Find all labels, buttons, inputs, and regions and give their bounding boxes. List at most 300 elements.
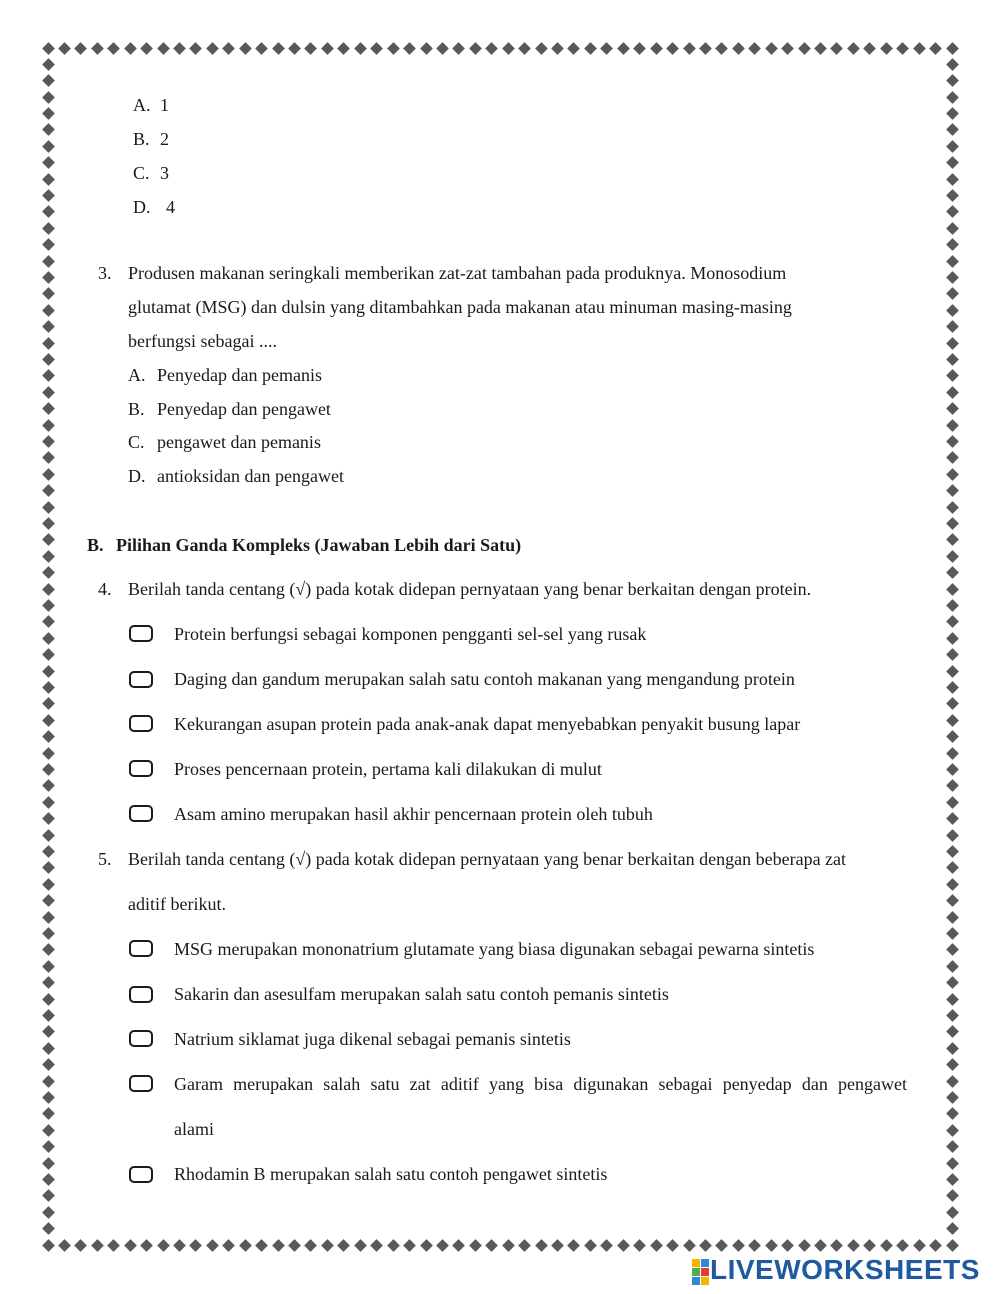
border-diamond bbox=[42, 829, 55, 842]
border-diamond bbox=[946, 1107, 959, 1120]
border-diamond bbox=[91, 42, 104, 55]
border-diamond bbox=[896, 1239, 909, 1252]
border-diamond bbox=[946, 402, 959, 415]
border-diamond bbox=[58, 42, 71, 55]
border-diamond bbox=[946, 976, 959, 989]
question-text-line: Berilah tanda centang (√) pada kotak didepan pernyataan yang benar berkaitan dengan beberapa zat bbox=[128, 849, 847, 869]
border-diamond bbox=[946, 271, 959, 284]
question-number: 3. bbox=[98, 263, 112, 283]
border-diamond bbox=[305, 42, 318, 55]
border-diamond bbox=[453, 42, 466, 55]
border-diamond bbox=[42, 1222, 55, 1235]
border-diamond bbox=[42, 993, 55, 1006]
border-diamond bbox=[584, 1239, 597, 1252]
border-diamond bbox=[42, 878, 55, 891]
border-diamond bbox=[946, 747, 959, 760]
border-diamond bbox=[222, 1239, 235, 1252]
border-diamond bbox=[222, 42, 235, 55]
border-diamond bbox=[42, 927, 55, 940]
border-diamond bbox=[255, 1239, 268, 1252]
border-diamond bbox=[946, 550, 959, 563]
border-diamond bbox=[42, 320, 55, 333]
border-diamond bbox=[946, 435, 959, 448]
border-diamond bbox=[699, 1239, 712, 1252]
answer-checkbox[interactable] bbox=[129, 986, 153, 1003]
answer-checkbox[interactable] bbox=[129, 760, 153, 777]
border-diamond bbox=[42, 714, 55, 727]
border-diamond bbox=[896, 42, 909, 55]
border-diamond bbox=[946, 501, 959, 514]
border-diamond bbox=[946, 681, 959, 694]
question-text-line: berfungsi sebagai .... bbox=[128, 331, 277, 351]
border-diamond bbox=[42, 1140, 55, 1153]
border-diamond bbox=[946, 993, 959, 1006]
border-diamond bbox=[946, 927, 959, 940]
border-diamond bbox=[946, 1157, 959, 1170]
border-diamond bbox=[173, 1239, 186, 1252]
border-diamond bbox=[58, 1239, 71, 1252]
border-diamond bbox=[946, 173, 959, 186]
border-diamond bbox=[946, 42, 959, 55]
border-diamond bbox=[798, 42, 811, 55]
answer-checkbox[interactable] bbox=[129, 940, 153, 957]
border-diamond bbox=[518, 42, 531, 55]
border-diamond bbox=[946, 468, 959, 481]
border-diamond bbox=[305, 1239, 318, 1252]
border-diamond bbox=[946, 796, 959, 809]
option-text: 2 bbox=[160, 129, 169, 149]
border-diamond bbox=[42, 1157, 55, 1170]
border-diamond bbox=[337, 42, 350, 55]
border-diamond bbox=[946, 337, 959, 350]
answer-checkbox[interactable] bbox=[129, 1075, 153, 1092]
border-diamond bbox=[42, 1058, 55, 1071]
border-diamond bbox=[946, 1025, 959, 1038]
border-diamond bbox=[617, 42, 630, 55]
border-diamond bbox=[42, 861, 55, 874]
border-diamond bbox=[732, 1239, 745, 1252]
border-diamond bbox=[683, 1239, 696, 1252]
border-diamond bbox=[42, 124, 55, 137]
border-diamond bbox=[485, 1239, 498, 1252]
option-letter: C. bbox=[128, 432, 145, 452]
border-diamond bbox=[946, 156, 959, 169]
statement-text: Kekurangan asupan protein pada anak-anak dapat menyebabkan penyakit busung lapar bbox=[174, 714, 801, 734]
border-diamond bbox=[946, 1239, 959, 1252]
border-diamond bbox=[42, 370, 55, 383]
border-diamond bbox=[946, 452, 959, 465]
border-diamond bbox=[946, 894, 959, 907]
border-diamond bbox=[946, 812, 959, 825]
border-diamond bbox=[42, 419, 55, 432]
border-diamond bbox=[42, 599, 55, 612]
border-diamond bbox=[42, 288, 55, 301]
statement-text: Asam amino merupakan hasil akhir pencernaan protein oleh tubuh bbox=[174, 804, 653, 824]
border-diamond bbox=[42, 386, 55, 399]
border-diamond bbox=[765, 42, 778, 55]
question-text-line: glutamat (MSG) dan dulsin yang ditambahkan pada makanan atau minuman masing-masing bbox=[128, 297, 792, 317]
border-diamond bbox=[42, 452, 55, 465]
border-diamond bbox=[946, 304, 959, 317]
border-diamond bbox=[42, 173, 55, 186]
statement-text-continued: alami bbox=[174, 1119, 214, 1139]
border-diamond bbox=[946, 206, 959, 219]
border-diamond bbox=[732, 42, 745, 55]
logo-text: LIVEWORKSHEETS bbox=[710, 1254, 980, 1285]
border-diamond bbox=[716, 42, 729, 55]
border-diamond bbox=[929, 1239, 942, 1252]
border-diamond bbox=[124, 1239, 137, 1252]
border-diamond bbox=[42, 976, 55, 989]
border-diamond bbox=[42, 943, 55, 956]
border-diamond bbox=[140, 42, 153, 55]
border-diamond bbox=[42, 91, 55, 104]
border-diamond bbox=[157, 1239, 170, 1252]
border-diamond bbox=[946, 320, 959, 333]
border-diamond bbox=[781, 42, 794, 55]
border-diamond bbox=[370, 1239, 383, 1252]
border-diamond bbox=[337, 1239, 350, 1252]
question-text-line: aditif berikut. bbox=[128, 894, 226, 914]
border-diamond bbox=[946, 91, 959, 104]
border-diamond bbox=[42, 763, 55, 776]
border-diamond bbox=[929, 42, 942, 55]
border-diamond bbox=[584, 42, 597, 55]
border-diamond bbox=[124, 42, 137, 55]
border-diamond bbox=[403, 42, 416, 55]
border-diamond bbox=[42, 74, 55, 87]
border-diamond bbox=[42, 255, 55, 268]
border-diamond bbox=[469, 42, 482, 55]
answer-checkbox[interactable] bbox=[129, 805, 153, 822]
border-diamond bbox=[42, 796, 55, 809]
section-letter: B. bbox=[87, 535, 104, 555]
border-diamond bbox=[946, 1222, 959, 1235]
border-diamond bbox=[946, 353, 959, 366]
border-diamond bbox=[42, 1042, 55, 1055]
border-diamond bbox=[42, 517, 55, 530]
border-diamond bbox=[946, 665, 959, 678]
border-diamond bbox=[354, 1239, 367, 1252]
option-letter: D. bbox=[128, 466, 146, 486]
border-diamond bbox=[206, 1239, 219, 1252]
border-diamond bbox=[650, 1239, 663, 1252]
border-diamond bbox=[42, 747, 55, 760]
border-diamond bbox=[42, 206, 55, 219]
option-text: pengawet dan pemanis bbox=[157, 432, 321, 452]
border-diamond bbox=[42, 271, 55, 284]
question-number: 5. bbox=[98, 849, 112, 869]
border-diamond bbox=[946, 1140, 959, 1153]
border-diamond bbox=[946, 1206, 959, 1219]
border-diamond bbox=[354, 42, 367, 55]
border-diamond bbox=[42, 402, 55, 415]
option-text: 1 bbox=[160, 95, 169, 115]
border-diamond bbox=[42, 107, 55, 120]
border-diamond bbox=[699, 42, 712, 55]
question-number: 4. bbox=[98, 579, 112, 599]
section-title: Pilihan Ganda Kompleks (Jawaban Lebih dari Satu) bbox=[116, 535, 522, 555]
border-diamond bbox=[173, 42, 186, 55]
border-diamond bbox=[485, 42, 498, 55]
border-diamond bbox=[420, 1239, 433, 1252]
statement-text: Garam merupakan salah satu zat aditif yang bisa digunakan sebagai penyedap dan pengawet bbox=[174, 1074, 907, 1094]
border-diamond bbox=[436, 1239, 449, 1252]
option-letter: A. bbox=[133, 95, 151, 115]
border-diamond bbox=[765, 1239, 778, 1252]
border-diamond bbox=[946, 1124, 959, 1137]
border-diamond bbox=[42, 222, 55, 235]
border-diamond bbox=[633, 42, 646, 55]
border-diamond bbox=[42, 1091, 55, 1104]
border-diamond bbox=[42, 550, 55, 563]
border-diamond bbox=[946, 255, 959, 268]
border-diamond bbox=[946, 1042, 959, 1055]
border-diamond bbox=[946, 74, 959, 87]
border-diamond bbox=[880, 1239, 893, 1252]
border-diamond bbox=[666, 1239, 679, 1252]
border-diamond bbox=[568, 1239, 581, 1252]
border-diamond bbox=[946, 566, 959, 579]
answer-checkbox[interactable] bbox=[129, 715, 153, 732]
border-diamond bbox=[42, 698, 55, 711]
border-diamond bbox=[946, 648, 959, 661]
border-diamond bbox=[946, 419, 959, 432]
border-diamond bbox=[913, 1239, 926, 1252]
border-diamond bbox=[946, 780, 959, 793]
option-letter: C. bbox=[133, 163, 150, 183]
border-diamond bbox=[568, 42, 581, 55]
statement-text: Rhodamin B merupakan salah satu contoh pengawet sintetis bbox=[174, 1164, 608, 1184]
border-diamond bbox=[107, 1239, 120, 1252]
border-diamond bbox=[946, 960, 959, 973]
border-diamond bbox=[42, 911, 55, 924]
border-diamond bbox=[42, 304, 55, 317]
answer-checkbox[interactable] bbox=[129, 625, 153, 642]
border-diamond bbox=[946, 107, 959, 120]
border-diamond bbox=[946, 730, 959, 743]
border-diamond bbox=[42, 681, 55, 694]
border-diamond bbox=[190, 42, 203, 55]
border-diamond bbox=[370, 42, 383, 55]
border-diamond bbox=[814, 42, 827, 55]
border-diamond bbox=[748, 42, 761, 55]
border-diamond bbox=[42, 1124, 55, 1137]
border-diamond bbox=[863, 42, 876, 55]
border-diamond bbox=[42, 238, 55, 251]
border-diamond bbox=[946, 763, 959, 776]
border-diamond bbox=[42, 58, 55, 71]
border-diamond bbox=[420, 42, 433, 55]
border-diamond bbox=[535, 42, 548, 55]
border-diamond bbox=[74, 1239, 87, 1252]
question-text-line: Produsen makanan seringkali memberikan zat-zat tambahan pada produknya. Monosodium bbox=[128, 263, 787, 283]
border-diamond bbox=[42, 665, 55, 678]
border-diamond bbox=[781, 1239, 794, 1252]
border-diamond bbox=[946, 1058, 959, 1071]
border-diamond bbox=[946, 698, 959, 711]
border-diamond bbox=[42, 845, 55, 858]
border-diamond bbox=[469, 1239, 482, 1252]
border-diamond bbox=[42, 632, 55, 645]
border-diamond bbox=[321, 1239, 334, 1252]
option-text: Penyedap dan pengawet bbox=[157, 399, 331, 419]
border-diamond bbox=[157, 42, 170, 55]
border-diamond bbox=[946, 878, 959, 891]
border-diamond bbox=[91, 1239, 104, 1252]
border-diamond bbox=[551, 42, 564, 55]
border-diamond bbox=[946, 1173, 959, 1186]
border-diamond bbox=[535, 1239, 548, 1252]
question-text: Berilah tanda centang (√) pada kotak didepan pernyataan yang benar berkaitan dengan protein. bbox=[128, 579, 812, 599]
answer-checkbox[interactable] bbox=[129, 1166, 153, 1183]
border-diamond bbox=[255, 42, 268, 55]
border-diamond bbox=[946, 714, 959, 727]
border-diamond bbox=[453, 1239, 466, 1252]
border-diamond bbox=[42, 1009, 55, 1022]
border-diamond bbox=[403, 1239, 416, 1252]
border-diamond bbox=[42, 501, 55, 514]
border-diamond bbox=[946, 616, 959, 629]
border-diamond bbox=[107, 42, 120, 55]
border-diamond bbox=[42, 583, 55, 596]
border-diamond bbox=[650, 42, 663, 55]
border-diamond bbox=[946, 943, 959, 956]
border-diamond bbox=[946, 911, 959, 924]
border-diamond bbox=[42, 468, 55, 481]
border-diamond bbox=[946, 534, 959, 547]
border-diamond bbox=[42, 353, 55, 366]
border-diamond bbox=[814, 1239, 827, 1252]
border-diamond bbox=[863, 1239, 876, 1252]
border-diamond bbox=[946, 599, 959, 612]
statement-text: Natrium siklamat juga dikenal sebagai pemanis sintetis bbox=[174, 1029, 571, 1049]
border-diamond bbox=[946, 583, 959, 596]
border-diamond bbox=[42, 780, 55, 793]
border-diamond bbox=[436, 42, 449, 55]
border-diamond bbox=[42, 648, 55, 661]
border-diamond bbox=[140, 1239, 153, 1252]
border-diamond bbox=[946, 632, 959, 645]
border-diamond bbox=[42, 1206, 55, 1219]
border-diamond bbox=[42, 1025, 55, 1038]
border-diamond bbox=[748, 1239, 761, 1252]
border-diamond bbox=[321, 42, 334, 55]
border-diamond bbox=[42, 337, 55, 350]
border-diamond bbox=[288, 1239, 301, 1252]
statement-text: Daging dan gandum merupakan salah satu contoh makanan yang mengandung protein bbox=[174, 669, 795, 689]
option-text: 4 bbox=[166, 197, 175, 217]
border-diamond bbox=[946, 1189, 959, 1202]
border-diamond bbox=[946, 124, 959, 137]
border-diamond bbox=[387, 1239, 400, 1252]
border-diamond bbox=[42, 140, 55, 153]
border-diamond bbox=[666, 42, 679, 55]
border-diamond bbox=[946, 370, 959, 383]
border-diamond bbox=[831, 1239, 844, 1252]
border-diamond bbox=[42, 1189, 55, 1202]
border-diamond bbox=[946, 288, 959, 301]
border-diamond bbox=[946, 517, 959, 530]
border-diamond bbox=[847, 1239, 860, 1252]
border-diamond bbox=[272, 1239, 285, 1252]
border-diamond bbox=[946, 386, 959, 399]
statement-text: Sakarin dan asesulfam merupakan salah satu contoh pemanis sintetis bbox=[174, 984, 669, 1004]
border-diamond bbox=[946, 58, 959, 71]
border-diamond bbox=[190, 1239, 203, 1252]
border-diamond bbox=[551, 1239, 564, 1252]
border-diamond bbox=[239, 1239, 252, 1252]
border-diamond bbox=[600, 42, 613, 55]
answer-checkbox[interactable] bbox=[129, 1030, 153, 1047]
border-diamond bbox=[42, 812, 55, 825]
border-diamond bbox=[42, 42, 55, 55]
border-diamond bbox=[946, 845, 959, 858]
border-diamond bbox=[946, 1009, 959, 1022]
border-diamond bbox=[272, 42, 285, 55]
border-diamond bbox=[946, 140, 959, 153]
border-diamond bbox=[831, 42, 844, 55]
border-diamond bbox=[387, 42, 400, 55]
border-diamond bbox=[913, 42, 926, 55]
border-diamond bbox=[42, 1107, 55, 1120]
statement-text: MSG merupakan mononatrium glutamate yang biasa digunakan sebagai pewarna sintetis bbox=[174, 939, 815, 959]
option-text: 3 bbox=[160, 163, 169, 183]
border-diamond bbox=[946, 222, 959, 235]
border-diamond bbox=[946, 861, 959, 874]
border-diamond bbox=[74, 42, 87, 55]
option-letter: A. bbox=[128, 365, 146, 385]
option-letter: B. bbox=[133, 129, 150, 149]
border-diamond bbox=[42, 1239, 55, 1252]
border-diamond bbox=[42, 1173, 55, 1186]
option-text: antioksidan dan pengawet bbox=[157, 466, 344, 486]
border-diamond bbox=[946, 1091, 959, 1104]
border-diamond bbox=[42, 616, 55, 629]
border-diamond bbox=[617, 1239, 630, 1252]
border-diamond bbox=[42, 730, 55, 743]
border-diamond bbox=[42, 189, 55, 202]
border-diamond bbox=[847, 42, 860, 55]
border-diamond bbox=[683, 42, 696, 55]
border-diamond bbox=[880, 42, 893, 55]
border-diamond bbox=[946, 189, 959, 202]
border-diamond bbox=[600, 1239, 613, 1252]
border-diamond bbox=[716, 1239, 729, 1252]
answer-checkbox[interactable] bbox=[129, 671, 153, 688]
border-diamond bbox=[42, 894, 55, 907]
border-diamond bbox=[946, 829, 959, 842]
option-letter: B. bbox=[128, 399, 145, 419]
border-diamond bbox=[518, 1239, 531, 1252]
border-diamond bbox=[206, 42, 219, 55]
border-diamond bbox=[42, 1075, 55, 1088]
border-diamond bbox=[502, 1239, 515, 1252]
border-diamond bbox=[633, 1239, 646, 1252]
statement-text: Proses pencernaan protein, pertama kali dilakukan di mulut bbox=[174, 759, 602, 779]
border-diamond bbox=[42, 435, 55, 448]
border-diamond bbox=[946, 238, 959, 251]
border-diamond bbox=[798, 1239, 811, 1252]
border-diamond bbox=[946, 1075, 959, 1088]
option-letter: D. bbox=[133, 197, 151, 217]
border-diamond bbox=[239, 42, 252, 55]
option-text: Penyedap dan pemanis bbox=[157, 365, 322, 385]
border-diamond bbox=[288, 42, 301, 55]
border-diamond bbox=[42, 156, 55, 169]
border-diamond bbox=[946, 484, 959, 497]
border-diamond bbox=[42, 566, 55, 579]
